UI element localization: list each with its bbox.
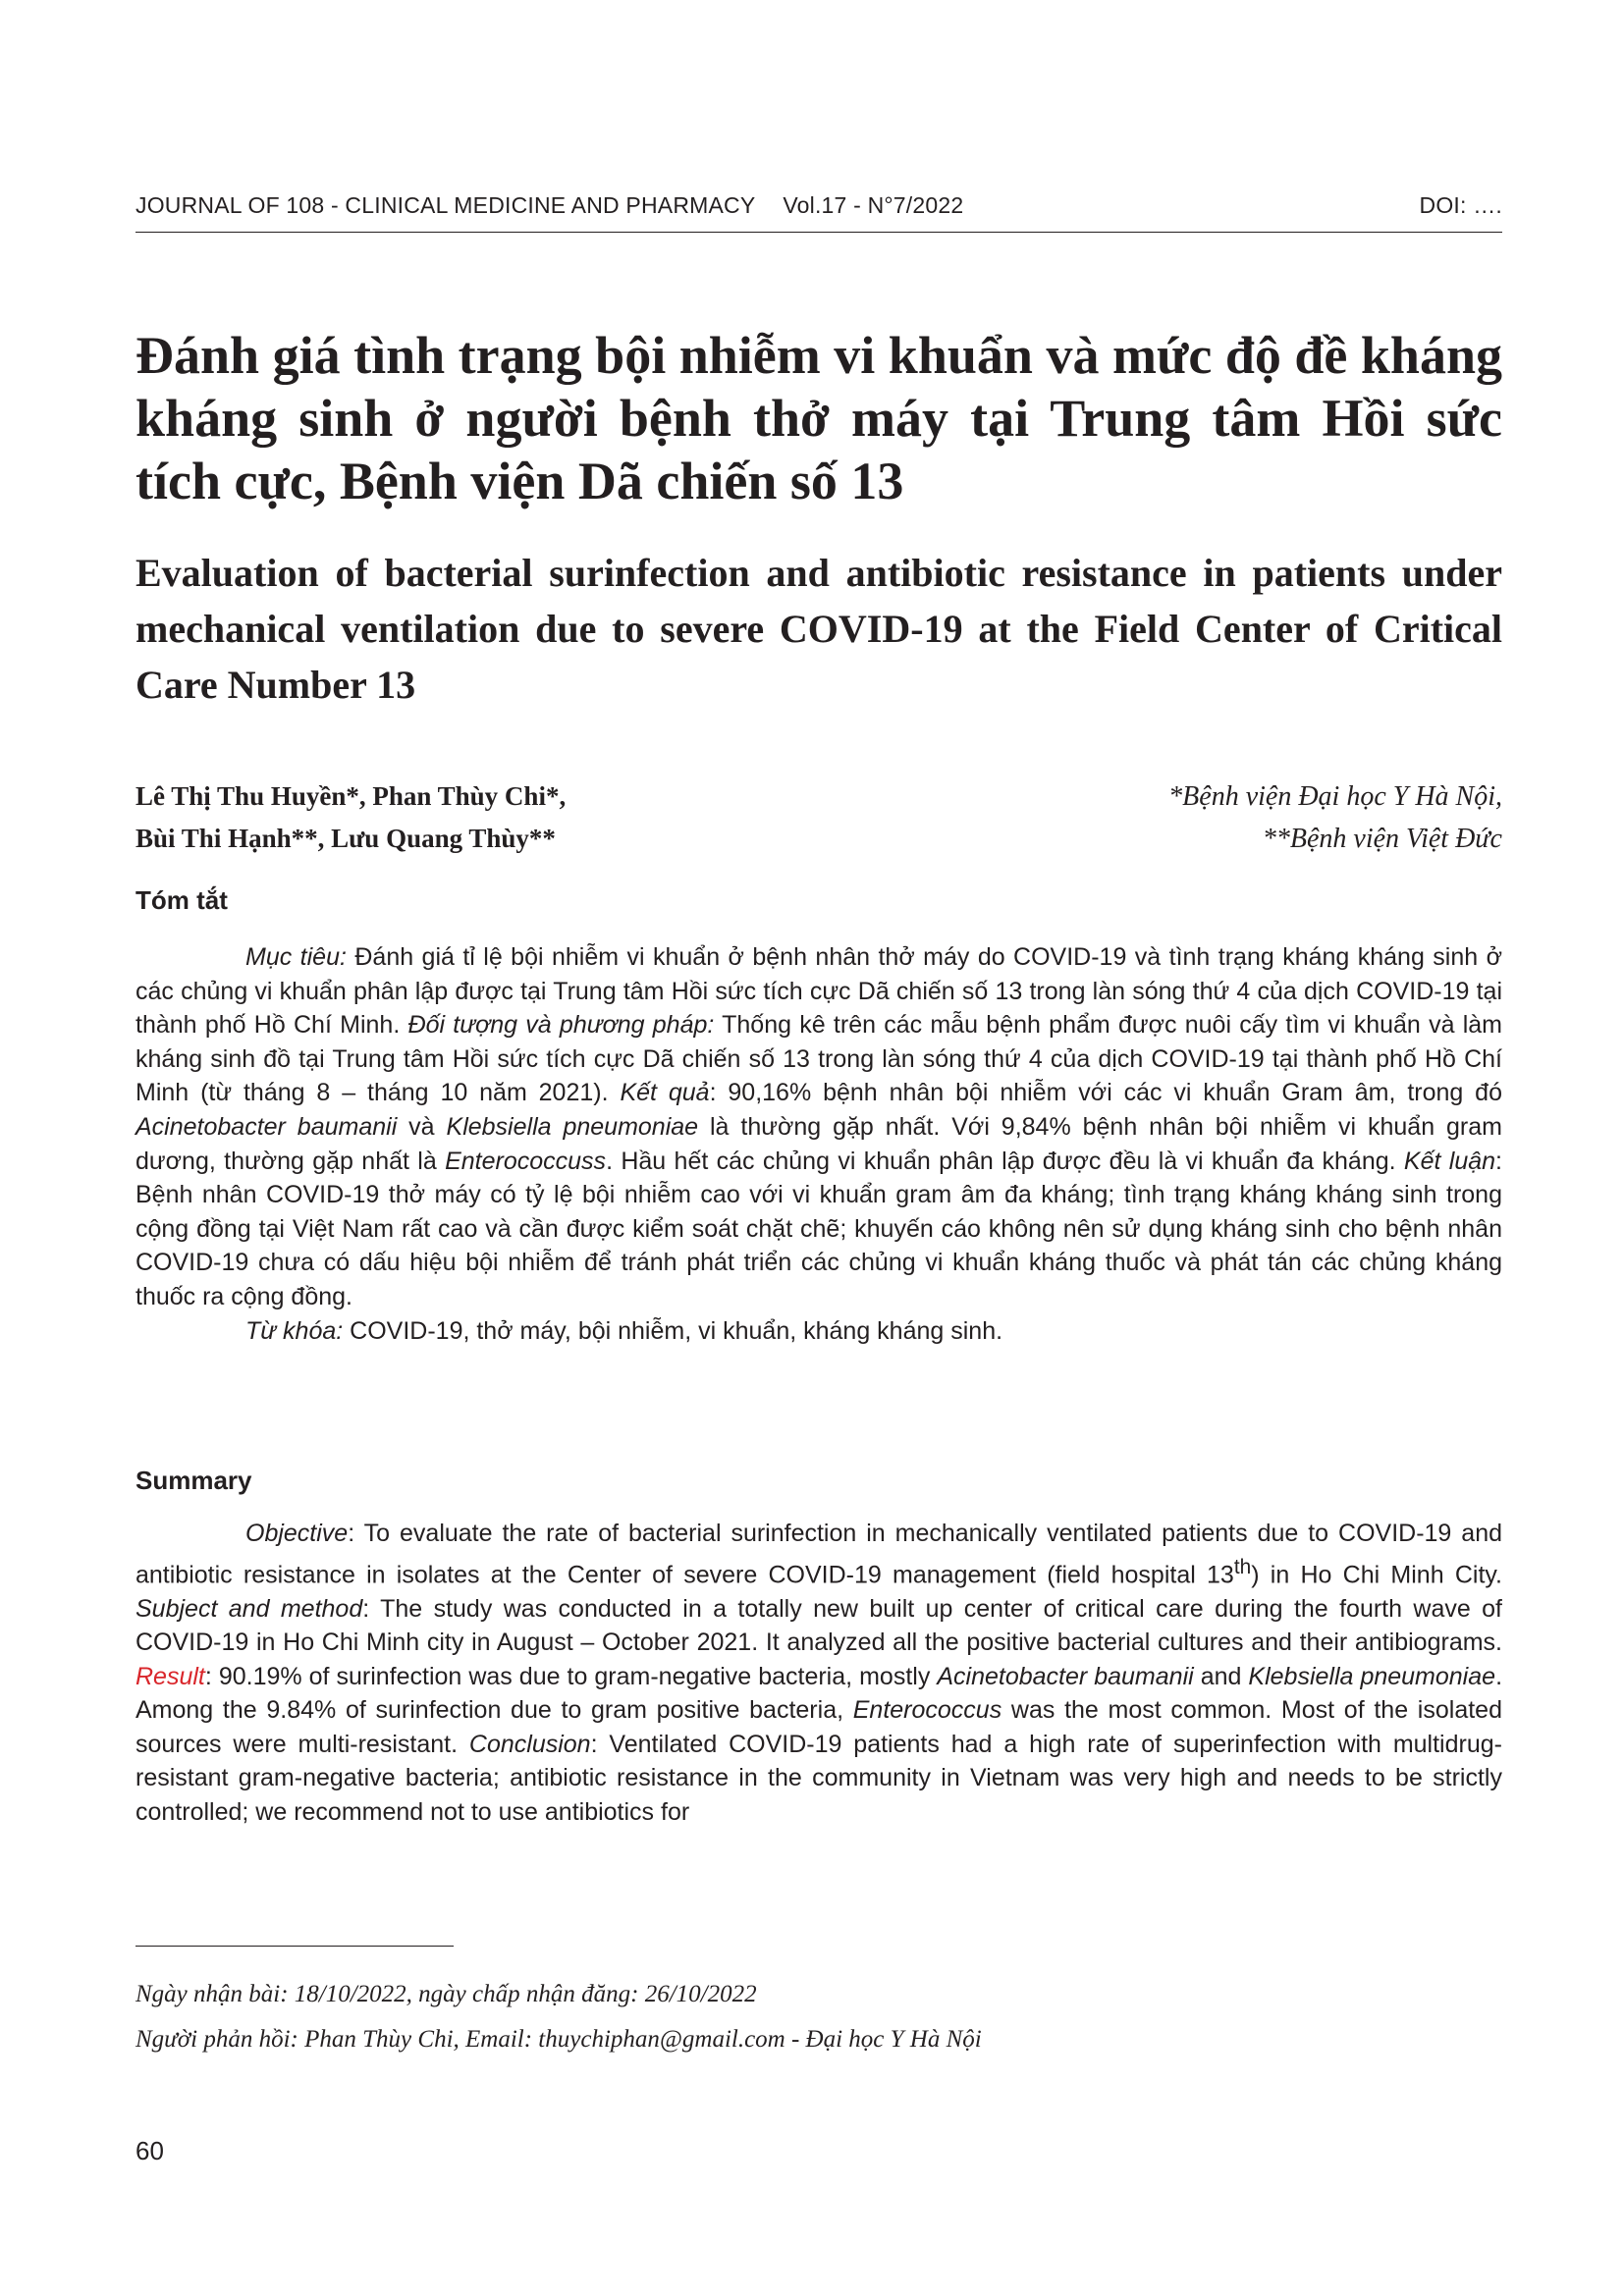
running-header: [135, 192, 1502, 228]
text-conclusion: : Bệnh nhân COVID-19 thở máy có tỷ lệ bội nhiễm cao với vi khuẩn gram âm đa kháng; tình trạng kháng kháng sinh trong cộng đồng tại Việt Nam rất cao và cần được kiểm soát chặt chẽ; khuyến cáo không nên sử dụng kháng sinh cho bệnh nhân COVID-19 chưa có dấu hiệu bội nhiễm để tránh phát triển các chủng vi khuẩn kháng thuốc và phát tán các chủng kháng thuốc ra cộng đồng.: [135, 1147, 1502, 1310]
superscript-th: th: [1233, 1555, 1252, 1578]
label-conclusion: Conclusion: [468, 1730, 591, 1758]
text-objective: : To evaluate the rate of bacterial surinfection in mechanically ventilated patients due to COVID-19 and antibiotic resistance in isolates at the Center of severe COVID-19 management (field hospital 13: [135, 1520, 1502, 1588]
text-result: . Among the 9.84% of surinfection due to gram positive bacteria,: [135, 1662, 1503, 1725]
abstract-heading-english: Summary: [135, 1466, 252, 1495]
label-objective: Objective: [245, 1520, 349, 1547]
doi: DOI: ….: [1419, 192, 1502, 218]
footnote-reviewer: Người phản hồi: Phan Thùy Chi, Email: thuychiphan@gmail.com - Đại học Y Hà Nội: [135, 2026, 982, 2053]
species-name: Enterococcus: [852, 1696, 1002, 1725]
author-list: [135, 775, 823, 860]
keywords-paragraph: [135, 1314, 1502, 1349]
label-method: Đối tượng và phương pháp:: [407, 1011, 715, 1040]
journal-name: JOURNAL OF 108 - CLINICAL MEDICINE AND PHARMACY: [135, 192, 756, 218]
species-name: Klebsiella pneumoniae: [446, 1112, 699, 1141]
species-name: Klebsiella pneumoniae: [1248, 1662, 1496, 1690]
label-conclusion: Kết luận: [1403, 1147, 1496, 1175]
text-result: : 90.19% of surinfection was due to gram-negative bacteria, mostly: [204, 1662, 938, 1690]
label-objective: Mục tiêu:: [245, 943, 347, 971]
header-rule: [135, 232, 1502, 233]
abstract-heading-vietnamese: Tóm tắt: [135, 885, 228, 915]
text-method: Thống kê trên các mẫu bệnh phẩm được nuôi cấy tìm vi khuẩn và làm kháng sinh đồ tại Trung tâm Hồi sức tích cực Dã chiến số 13 trong làn sóng thứ 4 của dịch COVID-19 tại thành phố Hồ Chí Minh (từ tháng 8 – tháng 10 năm 2021).: [135, 1011, 1503, 1107]
title-vietnamese: Đánh giá tình trạng bội nhiễm vi khuẩn và mức độ đề kháng kháng sinh ở người bệnh thở máy tại Trung tâm Hồi sức tích cực, Bệnh viện Dã chiến số 13: [135, 326, 1502, 510]
title-english: Evaluation of bacterial surinfection and antibiotic resistance in patients under mechanical ventilation due to severe COVID-19 at the Field Center of Critical Care Number 13: [135, 551, 1502, 707]
label-result: Result: [135, 1662, 205, 1690]
author-line: Lê Thị Thu Huyền*, Phan Thùy Chi*,: [135, 781, 567, 811]
species-name: Acinetobacter baumanii: [135, 1112, 398, 1141]
text-method: : The study was conducted in a totally new built up center of critical care during the fourth wave of COVID-19 in Ho Chi Minh city in August – October 2021. It analyzed all the positive bacterial cultures and their antibiograms.: [135, 1594, 1502, 1657]
text-result: and: [1193, 1662, 1249, 1690]
footnote-received: Ngày nhận bài: 18/10/2022, ngày chấp nhận đăng: 26/10/2022: [135, 1981, 757, 2007]
affiliation-line: *Bệnh viện Đại học Y Hà Nội,: [1168, 781, 1502, 812]
text-result: . Hầu hết các chủng vi khuẩn phân lập được đều là vi khuẩn đa kháng.: [606, 1147, 1404, 1175]
abstract-paragraph: [135, 940, 1502, 1314]
affiliation-line: **Bệnh viện Việt Đức: [1262, 824, 1502, 854]
text-objective: ) in Ho Chi Minh City.: [1251, 1560, 1502, 1588]
author-line: Bùi Thi Hạnh**, Lưu Quang Thùy**: [135, 824, 556, 853]
text-keywords: COVID-19, thở máy, bội nhiễm, vi khuẩn, kháng kháng sinh.: [343, 1316, 1003, 1345]
species-name: Acinetobacter baumanii: [937, 1662, 1194, 1690]
text-result: : 90,16% bệnh nhân bội nhiễm với các vi khuẩn Gram âm, trong đó: [709, 1079, 1502, 1107]
footnotes: [135, 1972, 1502, 2062]
abstract-vietnamese: [135, 940, 1502, 1348]
journal-info: [135, 192, 963, 219]
journal-volume: Vol.17 - N°7/2022: [783, 192, 964, 218]
abstract-paragraph: [135, 1517, 1502, 1830]
affiliation-list: [913, 775, 1502, 860]
text-result: was the most common. Most of the isolated sources were multi-resistant.: [135, 1696, 1502, 1758]
label-result: Kết quả: [620, 1079, 710, 1107]
text-conclusion: : Ventilated COVID-19 patients had a high rate of superinfection with multidrug-resistant gram-negative bacteria; antibiotic resistance in the community in Vietnam was very high and needs to be strictly controlled; we recommend not to use antibiotics for: [135, 1730, 1502, 1827]
footnote-rule: [135, 1946, 454, 1947]
page-number: 60: [135, 2136, 164, 2165]
text-result: là thường gặp nhất. Với 9,84% bệnh nhân bội nhiễm vi khuẩn gram dương, thường gặp nhất là: [135, 1112, 1502, 1175]
text-result: và: [397, 1112, 447, 1141]
label-keywords: Từ khóa:: [245, 1316, 344, 1345]
abstract-english: [135, 1517, 1502, 1830]
text-objective: Đánh giá tỉ lệ bội nhiễm vi khuẩn ở bệnh nhân thở máy do COVID-19 và tình trạng kháng kháng sinh ở các chủng vi khuẩn phân lập được tại Trung tâm Hồi sức tích cực Dã chiến số 13 trong làn sóng thứ 4 của dịch COVID-19 tại thành phố Hồ Chí Minh.: [135, 943, 1502, 1040]
species-name: Enterococcuss: [445, 1147, 607, 1175]
label-method: Subject and method: [135, 1594, 363, 1623]
